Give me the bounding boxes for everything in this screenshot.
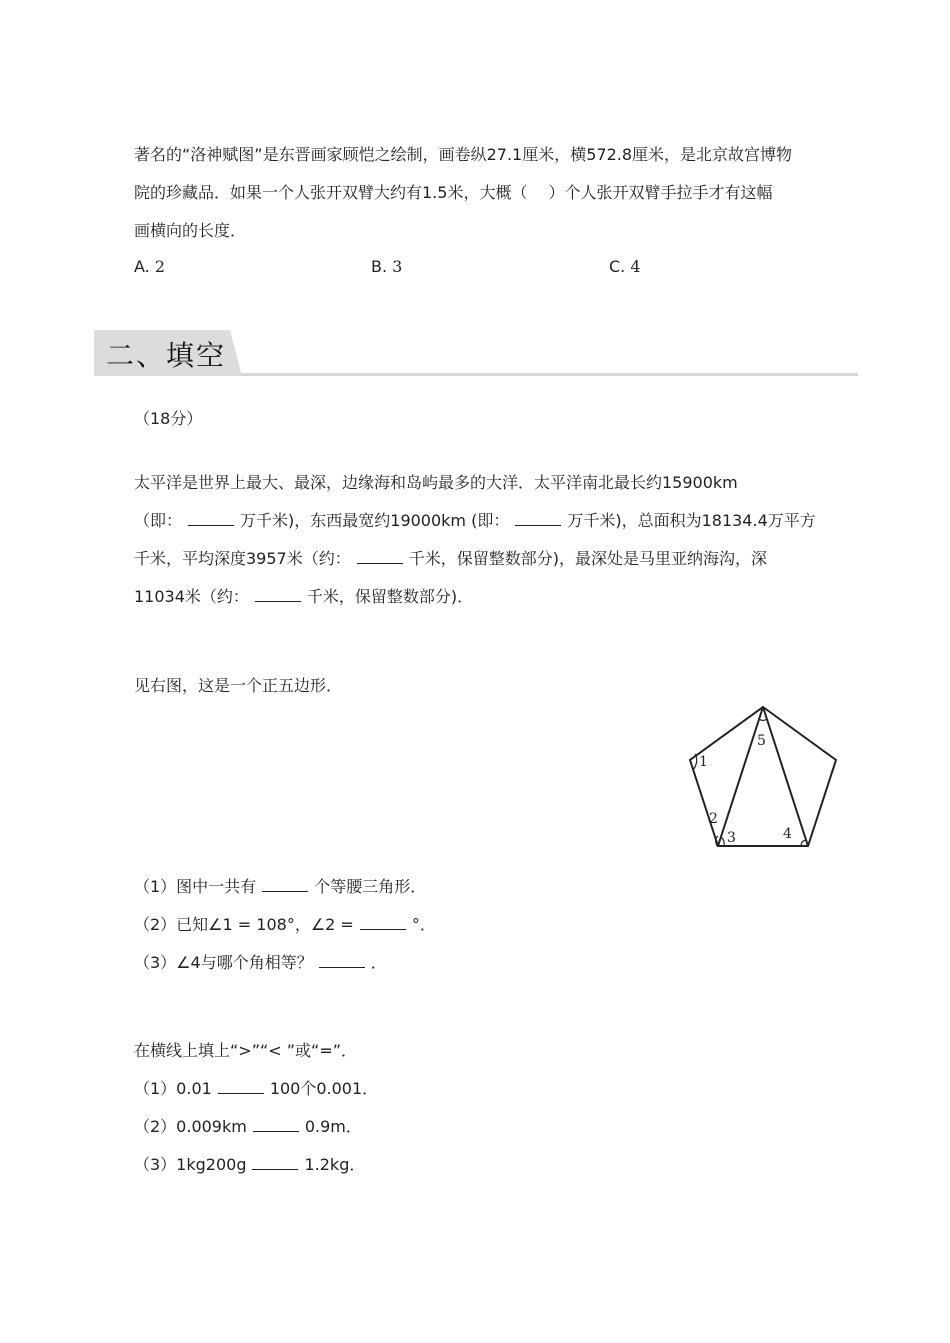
option-c-label: C. <box>609 257 626 276</box>
q4-text: （3）1kg200g <box>134 1155 247 1174</box>
q2-text: 万千米)，总面积为18134.4万平方 <box>567 511 816 530</box>
section-points: （18分） <box>134 409 203 428</box>
option-c[interactable] <box>609 257 641 276</box>
answer-blank[interactable] <box>319 953 365 968</box>
q4-intro: 在横线上填上“>”“< ”或“=”． <box>134 1041 358 1060</box>
q4-item-1 <box>134 1076 378 1099</box>
option-b-label: B. <box>371 257 388 276</box>
q3-text: 个等腰三角形． <box>314 877 427 896</box>
angle-label-2: 2 <box>709 811 718 827</box>
answer-blank[interactable] <box>255 587 301 602</box>
section-title: 二、填空 <box>106 339 227 372</box>
q2-text: 千米，保留整数部分)． <box>306 587 474 606</box>
q4-item-3 <box>134 1152 365 1175</box>
diagonal-left <box>718 707 763 846</box>
answer-blank[interactable] <box>262 877 308 892</box>
option-b-value: 3 <box>392 257 403 276</box>
q3-text: °． <box>411 915 436 934</box>
q4-item-2 <box>134 1114 362 1137</box>
q4-text: 100个0.001． <box>269 1079 379 1098</box>
answer-blank[interactable] <box>515 511 561 526</box>
answer-blank[interactable] <box>188 511 234 526</box>
answer-blank[interactable] <box>360 915 406 930</box>
angle-label-5: 5 <box>757 733 766 749</box>
answer-blank[interactable] <box>218 1079 264 1094</box>
answer-blank[interactable] <box>252 1155 298 1170</box>
option-a[interactable] <box>134 257 165 276</box>
q2-line-4 <box>134 584 473 607</box>
section-header <box>94 330 858 376</box>
q3-text: （1）图中一共有 <box>134 877 257 896</box>
answer-blank[interactable] <box>357 549 403 564</box>
option-c-value: 4 <box>630 257 641 276</box>
q1-line-2: 院的珍藏品．如果一个人张开双臂大约有1.5米，大概（ ）个人张开双臂手拉手才有这幅 <box>134 183 773 202</box>
q4-text: 0.9m． <box>304 1117 362 1136</box>
angle-arc-5 <box>759 719 767 721</box>
angle-label-3: 3 <box>727 830 736 846</box>
q2-line-2 <box>134 508 816 531</box>
q3-sub-2 <box>134 912 436 935</box>
q4-text: 1.2kg． <box>304 1155 366 1174</box>
option-a-value: 2 <box>154 257 166 276</box>
q3-sub-3 <box>134 950 387 973</box>
option-a-label: A. <box>134 257 150 276</box>
q2-text: 11034米（约： <box>134 587 249 606</box>
q2-text: 千米，保留整数部分)，最深处是马里亚纳海沟，深 <box>408 549 767 568</box>
angle-label-1: 1 <box>699 754 708 770</box>
q4-text: （1）0.01 <box>134 1079 212 1098</box>
q1-line-1: 著名的“洛神赋图”是东晋画家顾恺之绘制，画卷纵27.1厘米，横572.8厘米，是北京故宫博物 <box>134 145 793 164</box>
answer-blank[interactable] <box>253 1117 299 1132</box>
q2-text: 千米，平均深度3957米（约： <box>134 549 351 568</box>
q2-line-1: 太平洋是世界上最大、最深，边缘海和岛屿最多的大洋．太平洋南北最长约15900km <box>134 473 738 492</box>
q2-text: 万千米)，东西最宽约19000km (即： <box>240 511 510 530</box>
q2-text: （即： <box>134 511 183 530</box>
option-b[interactable] <box>371 257 402 276</box>
angle-label-4: 4 <box>783 826 792 842</box>
q3-intro: 见右图，这是一个正五边形． <box>134 676 343 695</box>
pentagon-figure <box>683 703 843 853</box>
q3-text: （2）已知∠1 = 108°，∠2 = <box>134 915 354 934</box>
q1-line-3: 画横向的长度． <box>134 221 247 240</box>
q4-text: （2）0.009km <box>134 1117 247 1136</box>
q3-sub-1 <box>134 874 426 897</box>
q3-text: （3）∠4与哪个角相等？ <box>134 953 313 972</box>
q3-text: ． <box>370 953 387 972</box>
q2-line-3 <box>134 546 767 569</box>
